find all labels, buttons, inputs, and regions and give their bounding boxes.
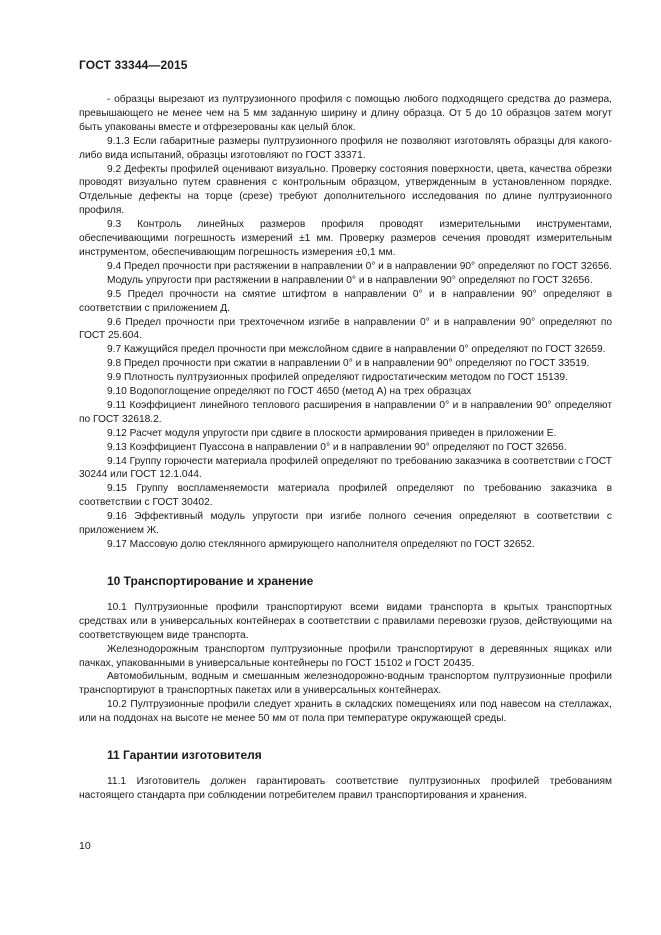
section-heading-transport: 10 Транспортирование и хранение <box>107 573 314 588</box>
paragraph-9-4: 9.4 Предел прочности при растяжении в направлении 0° и в направлении 90° определяют по ГОСТ 32656. <box>107 260 612 272</box>
paragraph-9-15: 9.15 Группу воспламеняемости материала профилей определяют по требованию заказчика в соответствии с ГОСТ 30402. <box>79 483 612 509</box>
paragraph-9-14: 9.14 Группу горючести материала профилей определяют по требованию заказчика в соответствии с ГОСТ 30244 или ГОСТ 12.1.044. <box>79 455 612 481</box>
paragraph-specimen-cutting: - образцы вырезают из пултрузионного профиля с помощью любого подходящего средства до размера, превышающего не менее чем на 5 мм заданную ширину и длину образца. От 5 до 10 образцов затем могут быть упакованы вместе и отфрезерованы как целый блок. <box>79 94 612 133</box>
paragraph-9-12: 9.12 Расчет модуля упругости при сдвиге в плоскости армирования приведен в приложении Е. <box>107 427 557 439</box>
paragraph-9-6: 9.6 Предел прочности при трехточечном изгибе в направлении 0° и в направлении 90° определяют по ГОСТ 25.604. <box>79 316 612 342</box>
paragraph-9-13: 9.13 Коэффициент Пуассона в направлении 0° и в направлении 90° определяют по ГОСТ 32656. <box>107 441 567 453</box>
paragraph-9-8: 9.8 Предел прочности при сжатии в направлении 0° и в направлении 90° определяют по ГОСТ 33519. <box>107 358 590 370</box>
paragraph-9-16: 9.16 Эффективный модуль упругости при изгибе полного сечения определяют в соответствии с приложением Ж. <box>79 511 612 537</box>
paragraph-9-1-3: 9.1.3 Если габаритные размеры пултрузионного профиля не позволяют изготовлять образцы для какого-либо вида испытаний, образцы изготовляют по ГОСТ 33371. <box>79 135 612 161</box>
page-body <box>79 93 612 803</box>
paragraph-9-9: 9.9 Плотность пултрузионных профилей определяют гидростатическим методом по ГОСТ 15139. <box>107 372 568 384</box>
paragraph-9-11: 9.11 Коэффициент линейного теплового расширения в направлении 0° и в направлении 90° определяют по ГОСТ 32618.2. <box>79 399 612 425</box>
paragraph-10-1-road: Автомобильным, водным и смешанным железнодорожно-водным транспортом пултрузионные профили транспортируют в транспортных пакетах или в универсальных контейнерах. <box>79 671 612 697</box>
paragraph-9-3: 9.3 Контроль линейных размеров профиля проводят измерительными инструментами, обеспечивающими погрешность измерений ±1 мм. Проверку размеров сечения проводят измерительным инструментом, обеспечивающим погрешность измерения ±0,1 мм. <box>79 219 612 258</box>
paragraph-10-1-rail: Железнодорожным транспортом пултрузионные профили транспортируют в деревянных ящиках или пачках, упакованными в универсальные контейнеры по ГОСТ 15102 и ГОСТ 20435. <box>79 643 612 669</box>
paragraph-9-4-modulus: Модуль упругости при растяжении в направлении 0° и в направлении 90° определяют по ГОСТ 32656. <box>107 274 593 286</box>
paragraph-9-10: 9.10 Водопоглощение определяют по ГОСТ 4650 (метод А) на трех образцах <box>107 386 472 398</box>
paragraph-9-2: 9.2 Дефекты профилей оценивают визуально. Проверку состояния поверхности, цвета, качества обрезки проводят визуально путем сравнения с контрольным образцом, утвержденным в установленном порядке. Отдельные дефекты на торце (срезе) требуют дополнительного исследования по длине пултрузионного профиля. <box>79 163 612 217</box>
paragraph-9-7: 9.7 Кажущийся предел прочности при межслойном сдвиге в направлении 0° определяют по ГОСТ 32659. <box>107 344 606 356</box>
section-heading-warranty: 11 Гарантии изготовителя <box>107 748 262 763</box>
page-number: 10 <box>79 840 91 852</box>
paragraph-10-1: 10.1 Пултрузионные профили транспортируют всеми видами транспорта в крытых транспортных средствах или в универсальных контейнерах в соответствии с правилами перевозки грузов, действующими на соответствующем виде транспорта. <box>79 601 612 641</box>
paragraph-10-2: 10.2 Пултрузионные профили следует хранить в складских помещениях или под навесом на стеллажах, или на поддонах на высоте не менее 50 мм от пола при температуре окружающей среды. <box>79 699 612 725</box>
paragraph-11-1: 11.1 Изготовитель должен гарантировать соответствие пултрузионных профилей требованиям настоящего стандарта при соблюдении потребителем правил транспортирования и хранения. <box>79 776 612 801</box>
paragraph-9-17: 9.17 Массовую долю стеклянного армирующего наполнителя определяют по ГОСТ 32652. <box>107 539 535 550</box>
paragraph-9-5: 9.5 Предел прочности на смятие штифтом в направлении 0° и в направлении 90° определяют в соответствии с приложением Д. <box>79 288 612 314</box>
page-header: ГОСТ 33344—2015 <box>79 58 188 72</box>
